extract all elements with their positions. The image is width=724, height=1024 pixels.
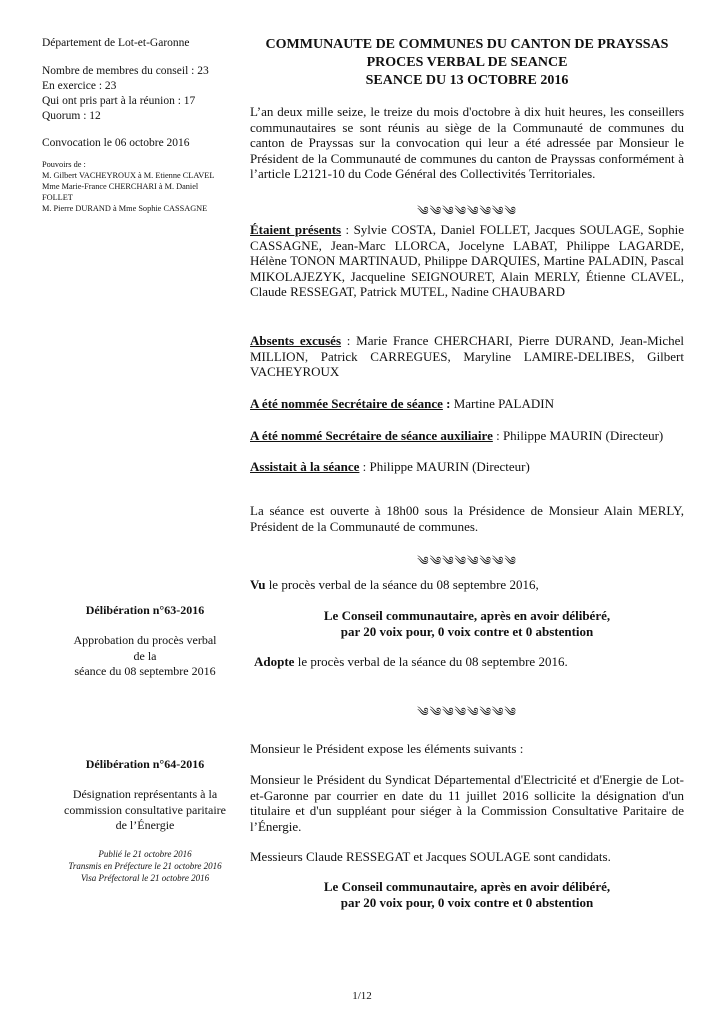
delib64-candidates: Messieurs Claude RESSEGAT et Jacques SOULAGE sont candidats. bbox=[250, 849, 611, 864]
ornament-divider: ༄༄༄༄༄༄༄༄ bbox=[417, 204, 517, 218]
delib64-vote bbox=[250, 879, 684, 910]
absent-list: : Marie France CHERCHARI, Pierre DURAND, Jean-Michel MILLION, Patrick CARREGUES, Maryline LAMIRE-DELIBES, Gilbert VACHEYROUX bbox=[250, 333, 684, 379]
secretary-colon: : bbox=[442, 396, 451, 411]
convocation-date: Convocation le 06 octobre 2016 bbox=[42, 137, 190, 149]
adopt-bold: Adopte bbox=[254, 654, 295, 669]
title-line-3: SEANCE DU 13 OCTOBRE 2016 bbox=[365, 73, 569, 88]
powers-title: Pouvoirs de : bbox=[42, 160, 86, 169]
left-header bbox=[42, 36, 248, 214]
delib64-vote-line-1: Le Conseil communautaire, après en avoir délibéré, bbox=[323, 879, 611, 894]
present-paragraph bbox=[250, 222, 684, 300]
opening-paragraph: La séance est ouverte à 18h00 sous la Présidence de Monsieur Alain MERLY, Président de la Communauté de communes. bbox=[250, 503, 684, 534]
delib64-subject-line: Désignation représentants à la bbox=[72, 787, 218, 801]
delib64-expose: Monsieur le Président expose les éléments suivants : bbox=[250, 741, 524, 756]
delib64-body: Monsieur le Président du Syndicat Départemental d'Electricité et d'Energie de Lot-et-Garonne par courrier en date du 11 juillet 2016 sollicite la désignation d'un titulaire et d'un suppléant pour siéger à la Commission Consultative Paritaire de l’Énergie. bbox=[250, 772, 684, 834]
title-line-2: PROCES VERBAL DE SEANCE bbox=[366, 55, 568, 70]
secretary-label: A été nommée Secrétaire de séance bbox=[250, 396, 443, 411]
assisted-line bbox=[250, 459, 684, 475]
delib64-title: Délibération n°64-2016 bbox=[85, 757, 205, 771]
quorum: Quorum : 12 bbox=[42, 110, 101, 122]
delib63-subject-line: séance du 08 septembre 2016 bbox=[74, 664, 216, 678]
present-list: : Sylvie COSTA, Daniel FOLLET, Jacques SOULAGE, Sophie CASSAGNE, Jean-Marc LLORCA, Jocelyne LABAT, Philippe LAGARDE, Hélène TONON MARTINAUD, Philippe DARQUIES, Martine PALADIN, Pascal MIKOLAJEZYK, Jacqueline SEIGNOURET, Alain MERLY, Étienne CLAVEL, Claude RESSEGAT, Patrick MUTEL, Nadine CHAUBARD bbox=[250, 222, 684, 299]
secretary-aux-line bbox=[250, 428, 684, 444]
document-title bbox=[250, 36, 684, 90]
ornament-divider: ༄༄༄༄༄༄༄༄ bbox=[417, 705, 517, 719]
delib64-subject-line: commission consultative paritaire bbox=[64, 802, 226, 817]
page-number: 1/12 bbox=[352, 990, 372, 1002]
present-label: Étaient présents bbox=[250, 222, 342, 237]
vu-line bbox=[250, 577, 684, 593]
publication-info bbox=[42, 848, 248, 884]
absent-label: Absents excusés bbox=[250, 333, 342, 348]
delib63-subject bbox=[42, 633, 248, 680]
in-office-count: En exercice : 23 bbox=[42, 80, 117, 92]
ornament-divider: ༄༄༄༄༄༄༄༄ bbox=[417, 554, 517, 568]
vu-text: le procès verbal de la séance du 08 septembre 2016, bbox=[265, 577, 539, 592]
delib63-subject-line: de la bbox=[133, 648, 157, 663]
assisted-name: : Philippe MAURIN (Directeur) bbox=[359, 459, 530, 474]
delib64-subject-line: de l’Énergie bbox=[115, 818, 175, 832]
participants-count: Qui ont pris part à la réunion : 17 bbox=[42, 95, 196, 107]
secretary-line bbox=[250, 396, 684, 412]
delib63-vote-line-2: par 20 voix pour, 0 voix contre et 0 abstention bbox=[340, 623, 594, 639]
power-line: M. Gilbert VACHEYROUX à M. Etienne CLAVEL bbox=[42, 171, 215, 180]
title-line-1: COMMUNAUTE DE COMMUNES DU CANTON DE PRAYSSAS bbox=[265, 37, 669, 52]
powers-block bbox=[42, 159, 257, 214]
secretary-name: Martine PALADIN bbox=[450, 396, 554, 411]
published-line: Visa Préfectoral le 21 octobre 2016 bbox=[80, 873, 210, 883]
assisted-label: Assistait à la séance bbox=[250, 459, 360, 474]
delib64-subject bbox=[42, 787, 248, 834]
power-line: M. Pierre DURAND à Mme Sophie CASSAGNE bbox=[42, 204, 208, 213]
delib63-title: Délibération n°63-2016 bbox=[85, 603, 205, 617]
power-line: Mme Marie-France CHERCHARI à M. Daniel bbox=[42, 182, 199, 191]
secretary-aux-label: A été nommé Secrétaire de séance auxiliaire bbox=[250, 428, 493, 443]
delib64-vote-line-2: par 20 voix pour, 0 voix contre et 0 abstention bbox=[340, 894, 594, 910]
secretary-aux-name: : Philippe MAURIN (Directeur) bbox=[492, 428, 664, 443]
vu-bold: Vu bbox=[250, 577, 266, 592]
power-line: FOLLET bbox=[42, 193, 73, 202]
delib63-vote bbox=[250, 608, 684, 639]
adopt-text: le procès verbal de la séance du 08 septembre 2016. bbox=[294, 654, 568, 669]
absent-paragraph bbox=[250, 333, 684, 380]
department: Département de Lot-et-Garonne bbox=[42, 37, 190, 49]
intro-paragraph: L’an deux mille seize, le treize du mois d'octobre à dix huit heures, les conseillers communautaires se sont réunis au siège de la Communauté de communes du canton de Prayssas sur la convocation qui leur a été adressée par Monsieur le Président de la Communauté de communes du canton de Prayssas conformément à l’article L2121-10 du Code Général des Collectivités Territoriales. bbox=[250, 104, 684, 181]
published-line: Transmis en Préfecture le 21 octobre 2016 bbox=[68, 861, 222, 871]
delib63-subject-line: Approbation du procès verbal bbox=[73, 633, 217, 647]
delib63-vote-line-1: Le Conseil communautaire, après en avoir délibéré, bbox=[323, 608, 611, 623]
members-count: Nombre de membres du conseil : 23 bbox=[42, 65, 209, 77]
published-line: Publié le 21 octobre 2016 bbox=[98, 849, 192, 859]
delib63-adopt-line bbox=[254, 654, 688, 670]
